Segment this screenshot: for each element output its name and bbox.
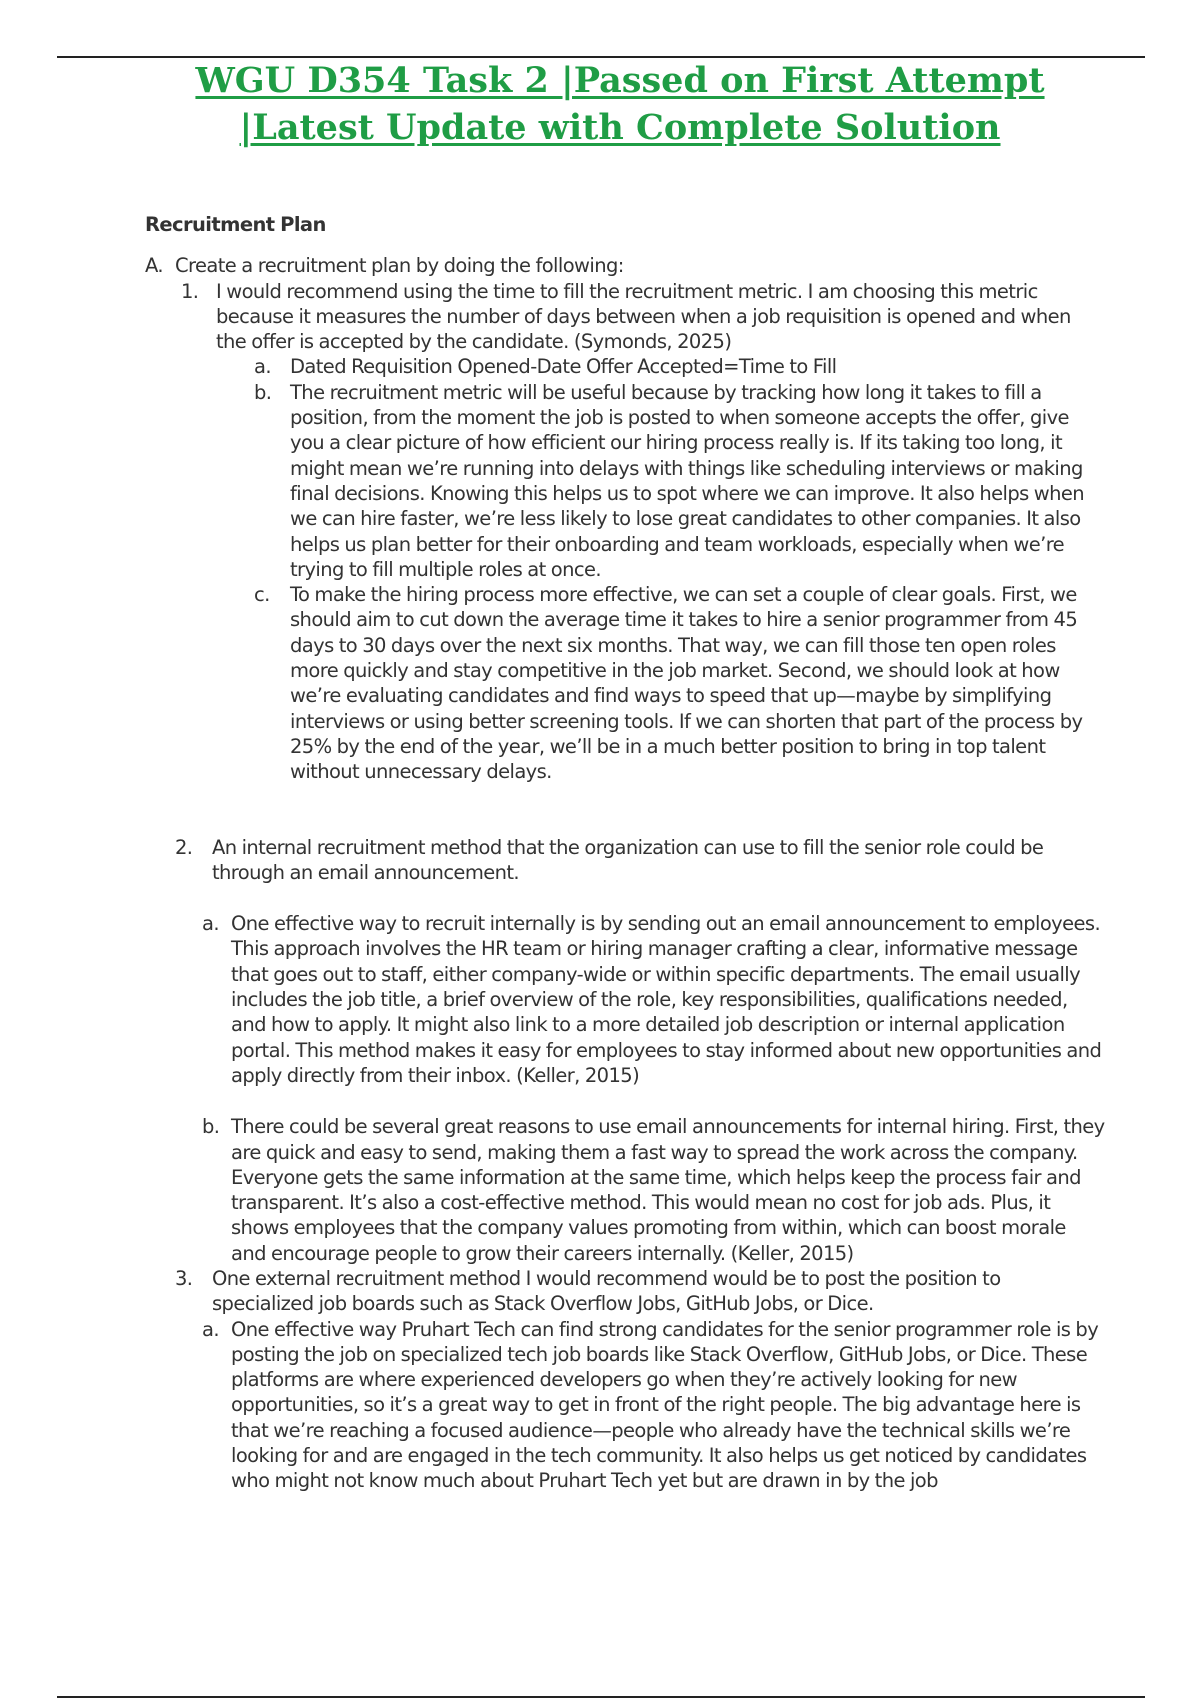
list-item-text: One external recruitment method I would recommend would be to post the position to specialized job boards such as Stack Overflow Jobs, GitHub Jobs, or Dice.	[212, 1266, 1001, 1316]
list-marker: b.	[254, 380, 272, 404]
list-item-text: Dated Requisition Opened-Date Offer Accepted=Time to Fill	[290, 355, 837, 379]
list-marker: a.	[202, 1317, 219, 1341]
list-item-1a	[145, 354, 1105, 379]
list-item-text: Create a recruitment plan by doing the following:	[175, 254, 624, 278]
list-item-text: One effective way Pruhart Tech can find strong candidates for the senior programmer role is by posting the job on specialized tech job boards like Stack Overflow, GitHub Jobs, or Dice. These platforms are where experienced developers go when they’re actively looking for new opportunities, so it’s a great way to get in front of the right people. The big advantage here is that we’re reaching a focused audience—people who already have the technical skills we’re looking for and are engaged in the tech community. It also helps us get noticed by candidates who might not know much about Pruhart Tech yet but are drawn in by the job	[231, 1317, 1099, 1493]
list-item-text: An internal recruitment method that the organization can use to fill the senior role could be through an email announcement.	[212, 835, 1044, 884]
list-item-1b	[145, 380, 1105, 582]
list-marker: 3.	[175, 1266, 193, 1290]
list-item-2	[145, 835, 1105, 886]
list-item-A	[145, 253, 1105, 278]
section-heading: Recruitment Plan	[145, 213, 326, 236]
list-item-3	[145, 1266, 1105, 1317]
list-item-text: There could be several great reasons to use email announcements for internal hiring. First, they are quick and easy to send, making them a fast way to spread the work across the company. Everyone gets the same information at the same time, which helps keep the process fair and transparent. It’s also a cost-effective method. This would mean no cost for job ads. Plus, it shows employees that the company values promoting from within, which can boost morale and encourage people to grow their careers internally. (Keller, 2015)	[231, 1115, 1105, 1265]
list-marker: A.	[145, 254, 163, 278]
list-item-2b	[145, 1114, 1105, 1266]
list-item-text: I would recommend using the time to fill the recruitment metric. I am choosing this metric because it measures the number of days between when a job requisition is opened and when the offer is accepted by the candidate. (Symonds, 2025)	[216, 279, 1071, 354]
list-marker: b.	[202, 1115, 220, 1139]
list-item-3a	[145, 1317, 1105, 1494]
list-marker: 2.	[175, 835, 193, 859]
list-item-1	[145, 279, 1105, 355]
list-marker: a.	[202, 912, 219, 936]
bottom-rule	[57, 1696, 1145, 1698]
list-item-text: To make the hiring process more effective, we can set a couple of clear goals. First, we should aim to cut down the average time it takes to hire a senior programmer from 45 days to 30 days over the next six months. That way, we can fill those ten open roles more quickly and stay competitive in the job market. Second, we should look at how we’re evaluating candidates and find ways to speed that up—maybe by simplifying interviews or using better screening tools. If we can shorten that part of the process by 25% by the end of the year, we’ll be in a much better position to bring in top talent without unnecessary delays.	[290, 583, 1083, 784]
list-item-text: One effective way to recruit internally is by sending out an email announcement to employees. This approach involves the HR team or hiring manager crafting a clear, informative message that goes out to staff, either company-wide or within specific departments. The email usually includes the job title, a brief overview of the role, key responsibilities, qualifications needed, and how to apply. It might also link to a more detailed job description or internal application portal. This method makes it easy for employees to stay informed about new opportunities and apply directly from their inbox. (Keller, 2015)	[231, 912, 1102, 1087]
list-marker: a.	[254, 355, 271, 379]
list-item-1c	[145, 582, 1105, 784]
document-body	[145, 212, 1105, 1494]
list-marker: 1.	[181, 279, 199, 303]
list-item-text: The recruitment metric will be useful because by tracking how long it takes to fill a position, from the moment the job is posted to when someone accepts the offer, give you a clear picture of how efficient our hiring process really is. If its taking too long, it might mean we’re running into delays with things like scheduling interviews or making final decisions. Knowing this helps us to spot where we can improve. It also helps when we can hire faster, we’re less likely to lose great candidates to other companies. It also helps us plan better for their onboarding and team workloads, especially when we’re trying to fill multiple roles at once.	[290, 380, 1085, 581]
list-marker: c.	[254, 583, 270, 607]
list-item-2a	[145, 911, 1105, 1088]
document-title: WGU D354 Task 2 |Passed on First Attempt |Latest Update with Complete Solution	[195, 60, 1045, 148]
